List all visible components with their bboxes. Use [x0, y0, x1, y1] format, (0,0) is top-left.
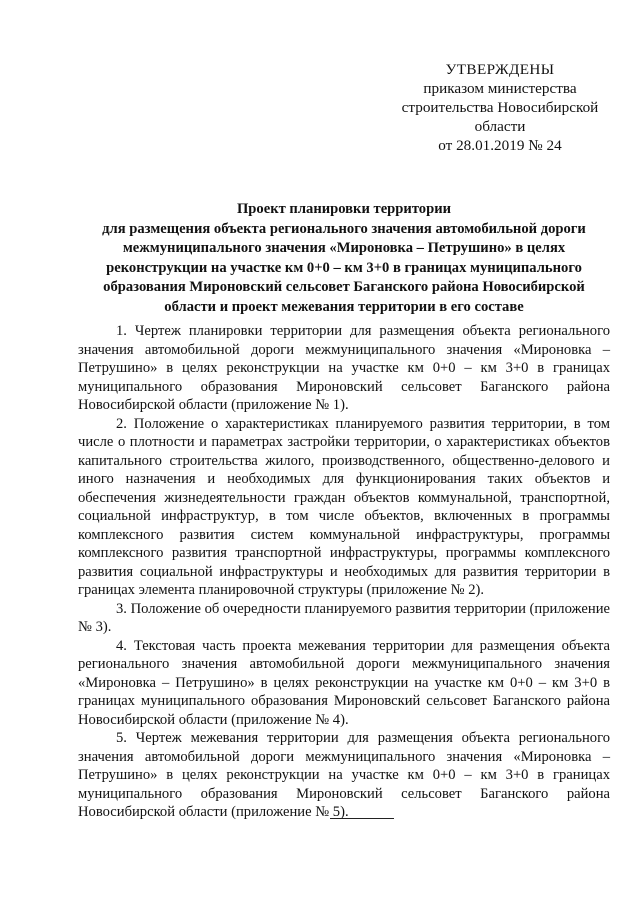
- title-line: для размещения объекта регионального значения автомобильной дороги: [102, 220, 586, 237]
- approval-line-ministry: строительства Новосибирской: [401, 99, 599, 116]
- title-line: межмуниципального значения «Мироновка – Петрушино» в целях: [122, 240, 566, 257]
- title-line: образования Мироновский сельсовет Баганского района Новосибирской: [103, 279, 585, 296]
- approval-line-order: приказом министерства: [423, 80, 577, 97]
- approval-line-region: области: [474, 118, 526, 135]
- approval-date-number: от 28.01.2019 № 24: [438, 137, 562, 154]
- paragraph-1: 1. Чертеж планировки территории для размещения объекта регионального значения автомобильной дороги межмуниципального значения «Мироновка – Петрушино» в целях реконструкции на участке км 0+0 – км 3+0 в границах муниципального образования Мироновский сельсовет Баганского района Новосибирской области (приложение № 1).: [78, 323, 610, 413]
- title-line: области и проект межевания территории в его составе: [164, 298, 524, 315]
- end-divider: [330, 818, 394, 819]
- approval-heading: УТВЕРЖДЕНЫ: [445, 61, 555, 78]
- approval-stamp: [380, 60, 620, 155]
- document-title: [78, 200, 610, 318]
- title-line: Проект планировки территории: [236, 201, 452, 217]
- title-line: реконструкции на участке км 0+0 – км 3+0 в границах муниципального: [106, 259, 582, 276]
- paragraph-2: 2. Положение о характеристиках планируемого развития территории, в том числе о плотности и параметрах застройки территории, о характеристиках объектов капитального строительства жилого, производственного, общественно-делового и иного назначения и необходимых для функционирования таких объектов и обеспечения жизнедеятельности граждан объектов коммунальной, транспортной, социальной инфраструктур, в том числе объектов, включенных в программы комплексного развития систем коммунальной инфраструктуры, программы комплексного развития транспортной инфраструктуры, программы комплексного развития социальной инфраструктуры и необходимых для развития территории в границах элемента планировочной структуры (приложение № 2).: [78, 415, 610, 598]
- document-body: [78, 322, 610, 822]
- paragraph-5: 5. Чертеж межевания территории для размещения объекта регионального значения автомобильной дороги межмуниципального значения «Мироновка – Петрушино» в целях реконструкции на участке км 0+0 – км 3+0 в границах муниципального образования Мироновский сельсовет Баганского района Новосибирской области (приложение № 5).: [78, 730, 610, 820]
- paragraph-4: 4. Текстовая часть проекта межевания территории для размещения объекта регионального значения автомобильной дороги межмуниципального значения «Мироновка – Петрушино» в целях реконструкции на участке км 0+0 – км 3+0 в границах муниципального образования Мироновский сельсовет Баганского района Новосибирской области (приложение № 4).: [78, 637, 610, 728]
- paragraph-3: 3. Положение об очередности планируемого развития территории (приложение № 3).: [78, 600, 610, 635]
